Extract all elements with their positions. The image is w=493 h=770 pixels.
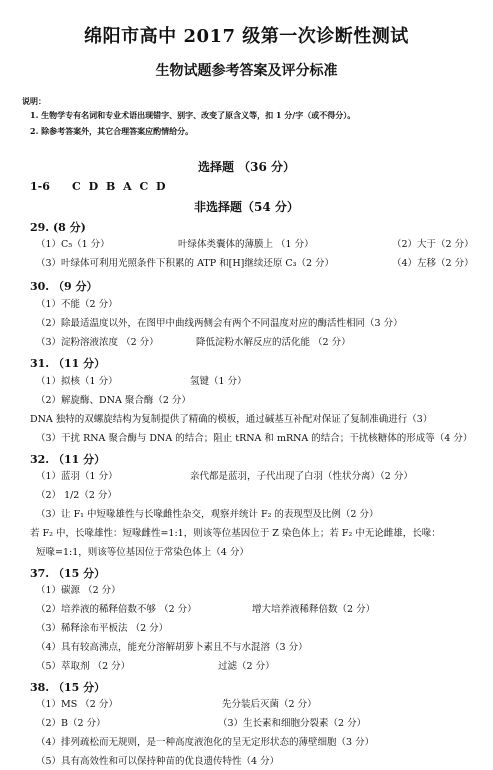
choice-heading: 选择题 （36 分） — [197, 160, 296, 174]
q29-answer-1: （1）C₅（1 分） — [36, 239, 110, 250]
q30-heading: 30. （9 分） — [30, 280, 98, 293]
q32-answer-3: （3）让 F₁ 中短喙雄性与长喙雌性杂交，观察并统计 F₂ 的表现型及比例（2 分） — [36, 509, 379, 520]
q31-answer-3: （3）干扰 RNA 聚合酶与 DNA 的结合；阻止 tRNA 和 mRNA 的结合；干扰核糖体的形成等（4 分） — [36, 433, 473, 444]
document-subtitle: 生物试题参考答案及评分标准 — [155, 63, 338, 79]
q37-answer-2b: 增大培养液稀释倍数（2 分） — [252, 604, 376, 615]
choice-answers: C D B A C D — [72, 180, 168, 193]
notes-label: 说明： — [22, 96, 46, 106]
q30-answer-1: （1）不能（2 分） — [36, 299, 118, 310]
note-1: 1. 生物学专有名词和专业术语出现错字、别字、改变了原含义等，扣 1 分/字（或不得分）。 — [30, 110, 356, 120]
q29-answer-3: （3）叶绿体可利用光照条件下积累的 ATP 和[H]继续还原 C₃（2 分） — [36, 258, 335, 269]
q30-answer-2: （2）除最适温度以外，在图甲中曲线两侧会有两个不同温度对应的酶活性相同（3 分） — [36, 318, 403, 329]
q38-answer-1b: 先分装后灭菌（2 分） — [222, 699, 317, 710]
q38-answer-5: （5）具有高效性和可以保持种苗的优良遗传特性（4 分） — [36, 756, 280, 767]
q32-answer-2: （2） 1/2（2 分） — [36, 490, 117, 501]
q37-answer-3: （3）稀释涂布平板法 （2 分） — [36, 623, 169, 634]
q38-answer-4: （4）排列疏松而无规则，是一种高度液泡化的呈无定形状态的薄壁细胞（3 分） — [36, 737, 375, 748]
q31-answer-2-explain: DNA 独特的双螺旋结构为复制提供了精确的模板，通过碱基互补配对保证了复制准确进行（3） — [30, 414, 433, 425]
q29-answer-4: （4）左移（2 分） — [392, 258, 474, 269]
note-2: 2. 除参考答案外，其它合理答案应酌情给分。 — [30, 126, 194, 136]
q38-answer-2: （2）B（2 分） — [36, 718, 106, 729]
nonchoice-heading: 非选择题（54 分） — [194, 200, 299, 214]
q31-answer-2: （2）解旋酶、DNA 聚合酶（2 分） — [36, 395, 191, 406]
q37-heading: 37. （15 分） — [30, 567, 106, 580]
q37-answer-4: （4）具有较高沸点，能充分溶解胡萝卜素且不与水混溶（3 分） — [36, 642, 308, 653]
q29-answer-2: （2）大于（2 分） — [392, 239, 474, 250]
q38-answer-1a: （1）MS （2 分） — [36, 699, 118, 710]
q31-answer-1a: （1）拟核（1 分） — [36, 376, 118, 387]
document-title: 绵阳市高中 2017 级第一次诊断性测试 — [84, 26, 409, 47]
q30-answer-3a: （3）淀粉溶液浓度 （2 分） — [36, 337, 159, 348]
q37-answer-2a: （2）培养液的稀释倍数不够 （2 分） — [36, 604, 197, 615]
q32-heading: 32. （11 分） — [30, 453, 106, 466]
choice-range: 1-6 — [30, 180, 50, 193]
q38-heading: 38. （15 分） — [30, 681, 106, 694]
q37-answer-5a: （5）萃取剂 （2 分） — [36, 661, 131, 672]
q31-heading: 31. （11 分） — [30, 357, 106, 370]
q32-answer-1b: 亲代都是蓝羽，子代出现了白羽（性状分离）（2 分） — [190, 471, 413, 482]
q32-answer-1a: （1）蓝羽（1 分） — [36, 471, 118, 482]
q29-heading: 29. (8 分) — [30, 221, 86, 234]
q32-answer-3-result-1: 若 F₂ 中，长喙雄性：短喙雌性=1:1，则该等位基因位于 Z 染色体上；若 F₂ 中无论雌雄，长喙： — [30, 528, 441, 539]
q38-answer-3: （3）生长素和细胞分裂素（2 分） — [218, 718, 367, 729]
q30-answer-3b: 降低淀粉水解反应的活化能 （2 分） — [196, 337, 351, 348]
q31-answer-1b: 氢键（1 分） — [190, 376, 247, 387]
q32-answer-3-result-2: 短喙=1:1，则该等位基因位于常染色体上（4 分） — [36, 547, 249, 558]
q37-answer-1: （1）碳源 （2 分） — [36, 585, 121, 596]
q37-answer-5b: 过滤（2 分） — [218, 661, 275, 672]
q29-answer-1b: 叶绿体类囊体的薄膜上 （1 分） — [178, 239, 314, 250]
